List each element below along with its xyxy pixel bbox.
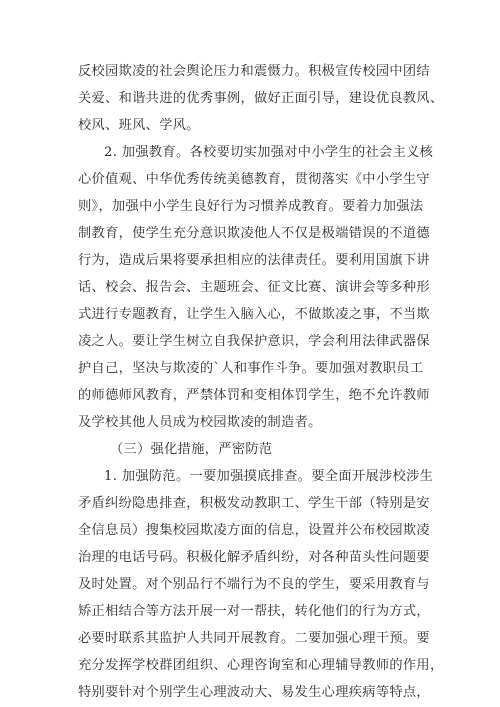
paragraph-line: 反校园欺凌的社会舆论压力和震慑力。积极宣传校园中团结 [78, 64, 430, 79]
paragraph-line: 必要时联系其监护人共同开展教育。二要加强心理干预。要 [78, 631, 430, 646]
paragraph-line: 矛盾纠纷隐患排查，积极发动教职工、学生干部（特别是安 [78, 496, 430, 511]
paragraph-line: 的师德师风教育，严禁体罚和变相体罚学生，绝不允许教师 [78, 388, 430, 403]
paragraph-line: 治理的电话号码。积极化解矛盾纠纷，对各种苗头性问题要 [78, 550, 430, 565]
paragraph-line: 式进行专题教育，让学生入脑入心，不做欺凌之事，不当欺 [78, 307, 430, 322]
paragraph-line: 1. 加强防范。一要加强摸底排查。要全面开展涉校涉生 [104, 469, 434, 484]
paragraph-line: 2. 加强教育。各校要切实加强对中小学生的社会主义核 [104, 145, 434, 160]
paragraph-line: 制教育，使学生充分意识欺凌他人不仅是极端错误的不道德 [78, 226, 430, 241]
paragraph-line: 矫正相结合等方法开展一对一帮扶，转化他们的行为方式， [78, 604, 430, 619]
paragraph-line: 及时处置。对个别品行不端行为不良的学生，要采用教育与 [78, 577, 430, 592]
paragraph-line: 全信息员）搜集校园欺凌方面的信息，设置并公布校园欺凌 [78, 523, 430, 538]
paragraph-line: 护自己，坚决与欺凌的`人和事作斗争。要加强对教职员工 [78, 361, 424, 376]
paragraph-line: 话、校会、报告会、主题班会、征文比赛、演讲会等多种形 [78, 280, 430, 295]
paragraph-line: 充分发挥学校群团组织、心理咨询室和心理辅导教师的作用， [78, 658, 444, 673]
paragraph-line: 则》，加强中小学生良好行为习惯养成教育。要着力加强法 [78, 199, 424, 214]
paragraph-line: 行为，造成后果将要承担相应的法律责任。要利用国旗下讲 [78, 253, 430, 268]
section-heading: （三）强化措施，严密防范 [110, 442, 273, 457]
paragraph-line: 特别要针对个别学生心理波动大、易发生心理疾病等特点， [78, 685, 430, 700]
paragraph-line: 心价值观、中华优秀传统美德教育，贯彻落实《中小学生守 [78, 172, 430, 187]
paragraph-line: 关爱、和谐共进的优秀事例，做好正面引导，建设优良教风、 [78, 91, 444, 106]
paragraph-line: 凌之人。要让学生树立自我保护意识，学会利用法律武器保 [78, 334, 430, 349]
paragraph-line: 校风、班风、学风。 [78, 118, 200, 133]
paragraph-line: 及学校其他人员成为校园欺凌的制造者。 [78, 415, 322, 430]
